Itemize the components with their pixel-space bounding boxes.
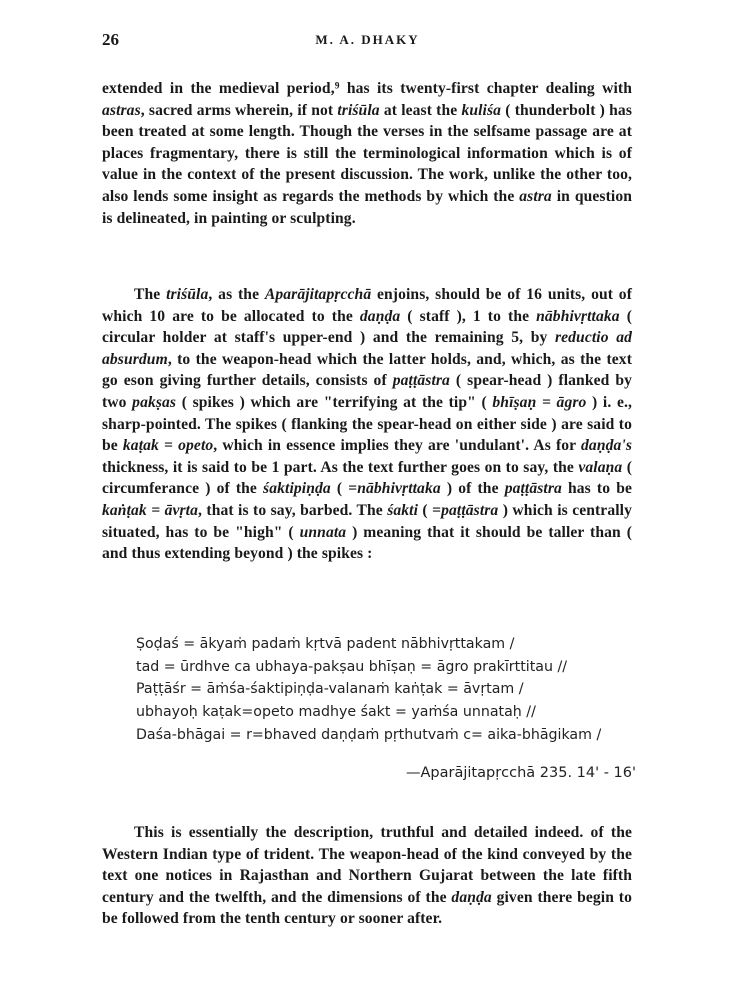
paragraph-text: The triśūla, as the Aparājitapṛcchā enjoins, should be of 16 units, out of which 10 are to be allocated to the daṇḍa ( staff ), 1 to the nābhivṛttaka ( circular holder at staff's upper-end ) and the remaining 5, by reductio ad absurdum, to the weapon-head which the latter holds, and, which, as the text go eson giving further details, consists of paṭṭāstra ( spear-head ) flanked by two pakṣas ( spikes ) which are "terrifying at the tip" ( bhīṣaṇ = āgro ) i. e., sharp-pointed. The spikes ( flanking the spear-head on either side ) are said to be kaṭak = opeto, which in essence implies they are 'undulant'. As for daṇḍa's thickness, it is said to be 1 part. As the text further goes on to say, the valaṇa ( circumferance ) of the śaktipiṇḍa ( =nābhivṛttaka ) of the paṭṭāstra has to be kaṅṭɑk = āvṛta, that is to say, barbed. The śakti ( =paṭṭāstra ) which is centrally situated, has to be "high" ( unnata ) meaning that it should be taller than ( and thus extending beyond ) the spikes : xyxy=(102,286,633,563)
paragraph-1 xyxy=(102,78,632,229)
verse-line: Paṭṭāśr = āṁśa-śaktipiṇḍa-valanaṁ kaṅṭak = āvṛtam / xyxy=(136,681,524,698)
page-number: 26 xyxy=(102,30,119,49)
citation: —Aparājitapṛcchā 235. 14' - 16' xyxy=(406,765,636,781)
verse-line: ubhayoḥ kaṭak=opeto madhye śakt = yaṁśa unnataḥ // xyxy=(136,704,536,721)
paragraph-text: This is essentially the description, truthful and detailed indeed. of the Western Indian type of trident. The weapon-head of the kind conveyed by the text one notices in Rajasthan and Northern Gujarat between the late fifth century and the twelfth, and the dimensions of the daṇḍa given there begin to be followed from the tenth century or sooner after. xyxy=(102,824,632,928)
verse-line: Daśa-bhāgai = r=bhaved daṇḍaṁ pṛthutvaṁ c= aika-bhāgikam / xyxy=(136,726,602,743)
running-head: M. A. DHAKY xyxy=(315,32,420,47)
verse-block xyxy=(136,633,636,747)
paragraph-2 xyxy=(102,284,632,565)
paragraph-3 xyxy=(102,822,632,930)
verse-line: tad = ūrdhve ca ubhaya-pakṣau bhīṣaṇ = āgro prakīrttitau // xyxy=(136,658,568,675)
verse-line: Ṣoḍaś = ākyaṁ padaṁ kṛtvā padent nābhivṛttakam / xyxy=(136,636,515,652)
paragraph-text: extended in the medieval period,⁹ has its twenty-first chapter dealing with astras, sacred arms wherein, if not triśūla at least the kuliśa ( thunderbolt ) has been treated at some length. Though the verses in the selfsame passage are at places fragmentary, there is still the terminological information which is of value in the context of the present discussion. The work, unlike the other too, also lends some insight as regards the methods by which the astra in question is delineated, in painting or sculpting. xyxy=(102,80,632,227)
page-header xyxy=(102,30,633,54)
